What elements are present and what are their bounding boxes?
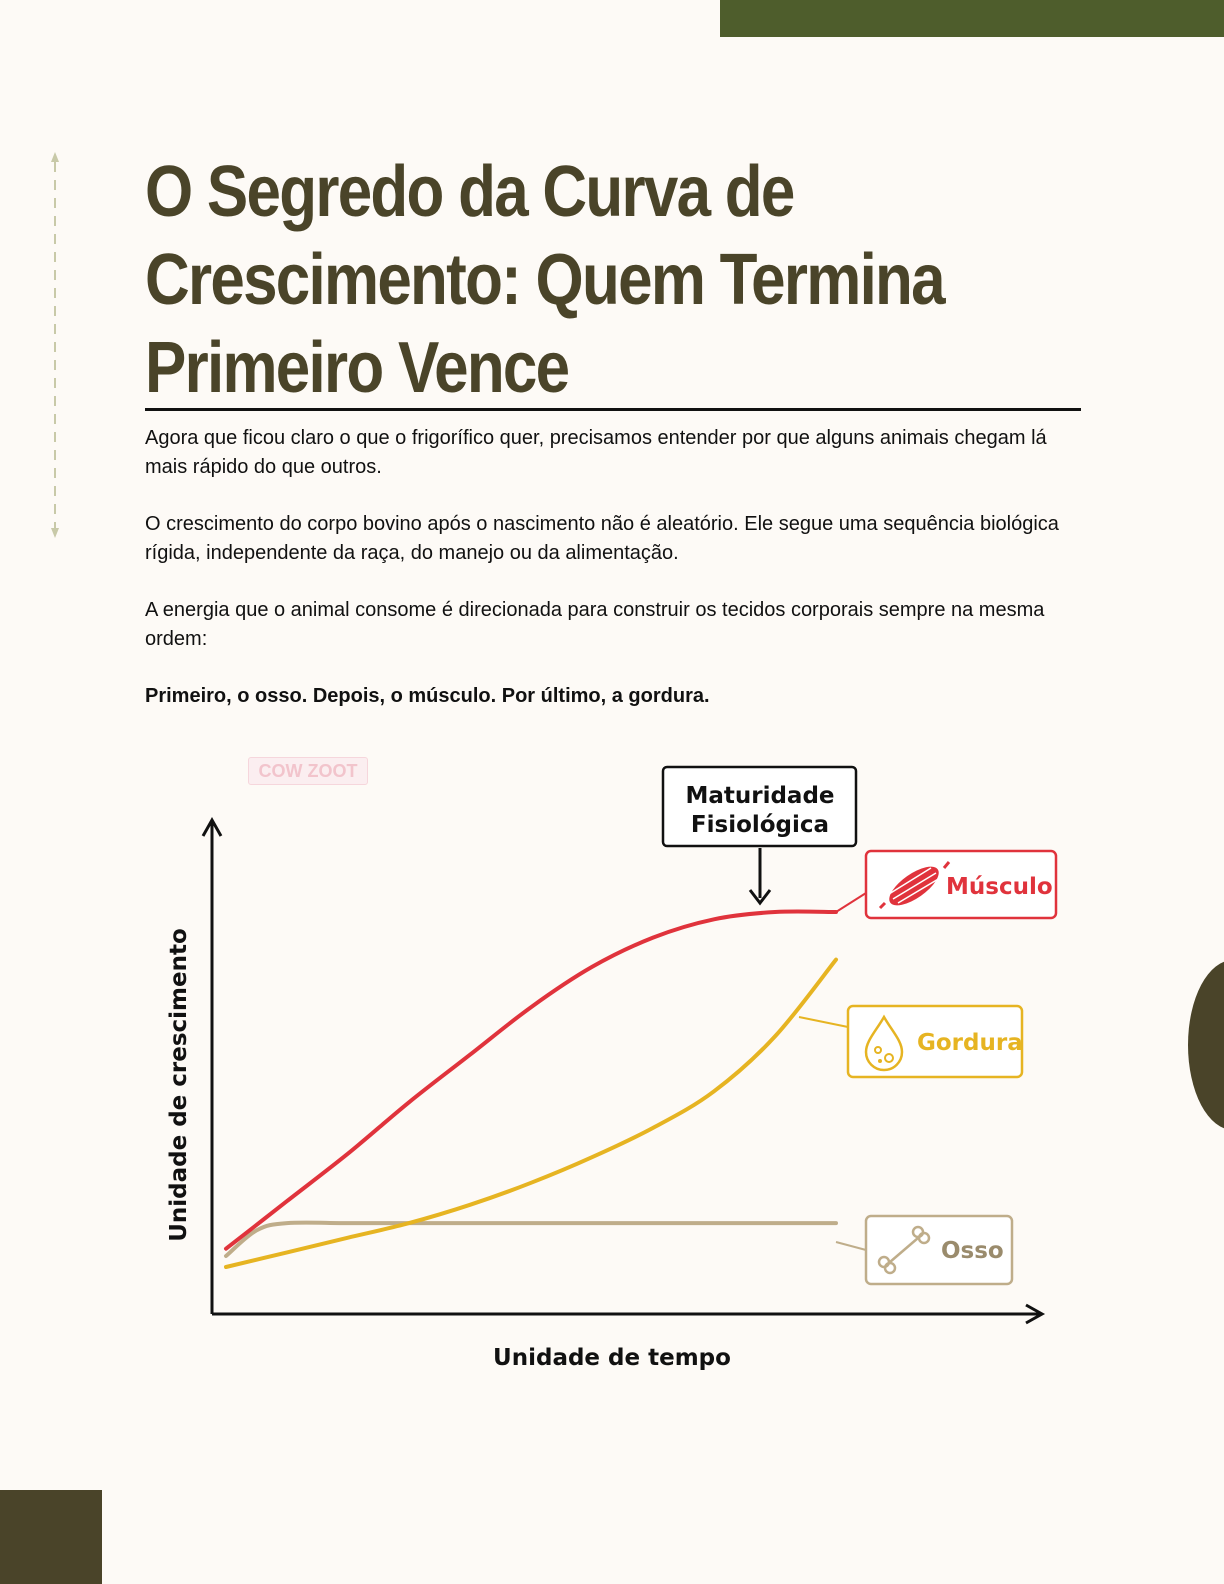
legend-osso-label: Osso: [941, 1238, 1004, 1264]
legend-gordura-label: Gordura: [917, 1030, 1023, 1056]
y-axis-label: Unidade de crescimento: [166, 928, 192, 1242]
x-axis-label: Unidade de tempo: [493, 1345, 731, 1371]
legend-musculo-label: Músculo: [946, 874, 1053, 900]
paragraph-order: Primeiro, o osso. Depois, o músculo. Por último, a gordura.: [145, 685, 710, 707]
series-line-musculo: [226, 911, 836, 1248]
maturity-label-line2: Fisiológica: [690, 812, 830, 838]
series-line-osso: [226, 1223, 836, 1256]
chart-series: [226, 911, 836, 1267]
legend-musculo: [836, 851, 1056, 918]
legend-osso: [836, 1216, 1012, 1284]
paragraph-intro: Agora que ficou claro o que o frigorífico quer, precisamos entender por que alguns animais chegam lá mais rápido do que outros.: [145, 427, 1047, 478]
paragraph-energy: A energia que o animal consome é direcionada para construir os tecidos corporais sempre na mesma ordem:: [145, 599, 1045, 650]
page-title: O Segredo da Curva de Crescimento: Quem Termina Primeiro Vence: [145, 152, 944, 408]
paragraph-sequence: O crescimento do corpo bovino após o nascimento não é aleatório. Ele segue uma sequência biológica rígida, independente da raça, do manejo ou da alimentação.: [145, 513, 1059, 564]
maturity-annotation: [663, 767, 856, 903]
maturity-label-line1: Maturidade: [685, 783, 835, 809]
watermark-logo: COW ZOOT: [248, 757, 368, 785]
legend-gordura: [799, 1006, 1023, 1077]
